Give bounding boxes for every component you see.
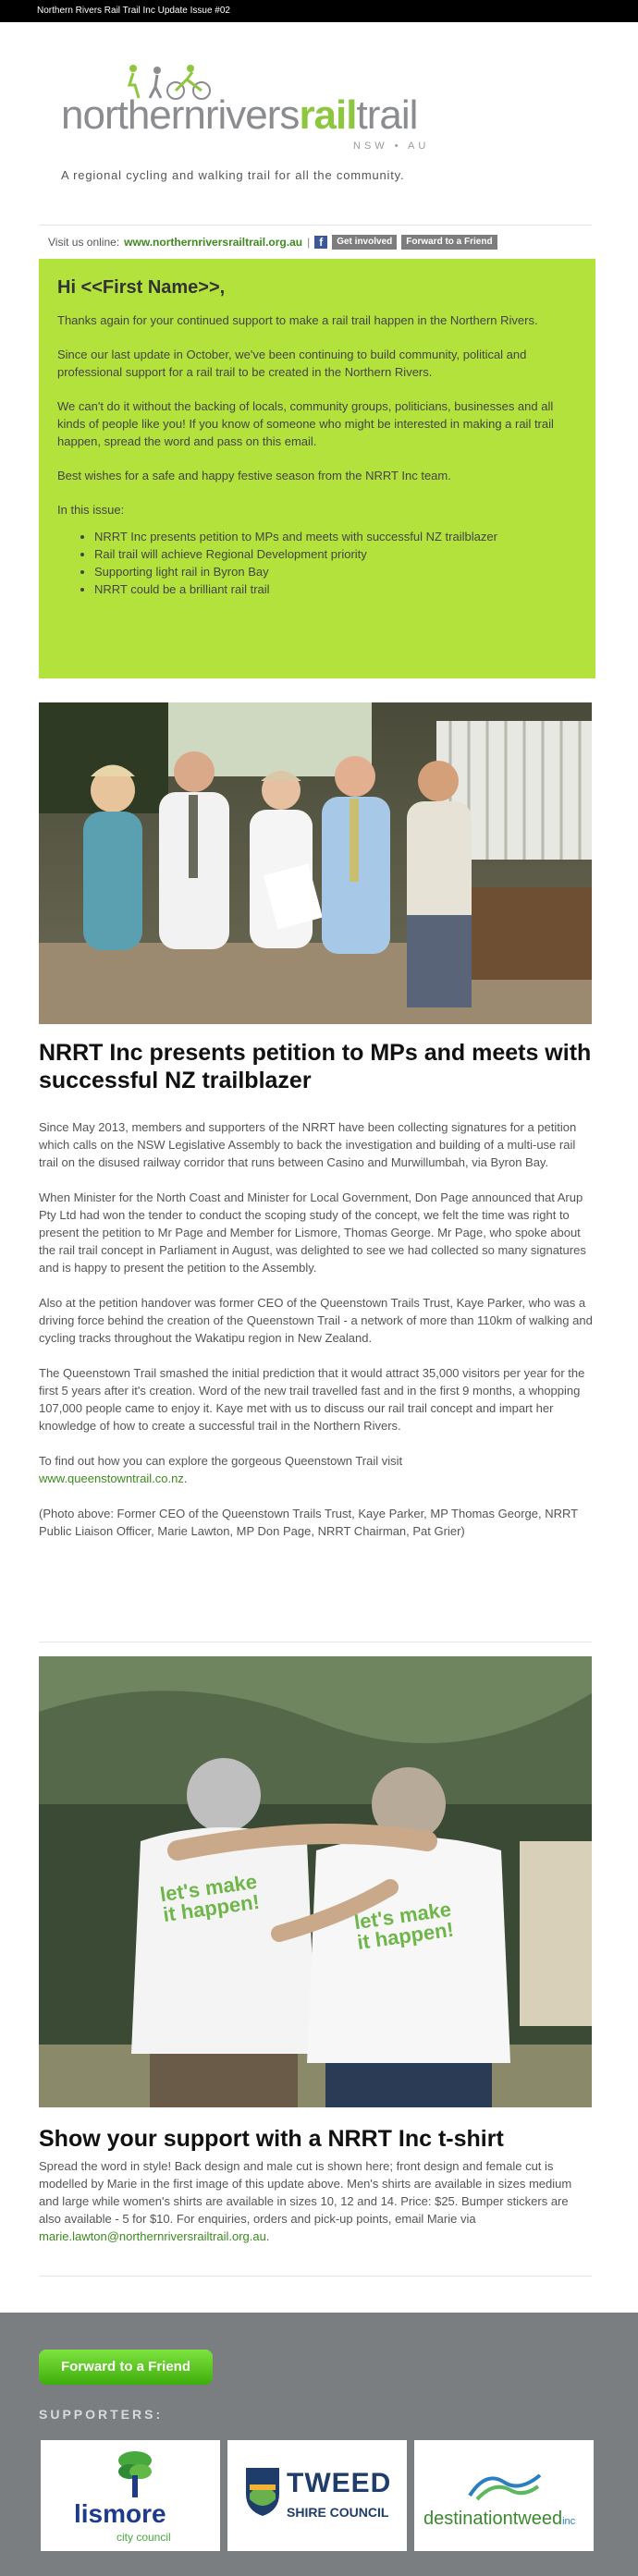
- intro-paragraph: Thanks again for your continued support to make a rail trail happen in the Northern Rivers.: [57, 313, 538, 327]
- issue-item[interactable]: • NRRT Inc presents petition to MPs and meets with successful NZ trailblazer: [94, 528, 577, 545]
- shield-icon: [244, 2466, 281, 2518]
- supporter-sub: SHIRE COUNCIL: [287, 2505, 389, 2520]
- article-paragraph: When Minister for the North Coast and Minister for Local Government, Don Page announced that Arup Pty Ltd had won the tender to conduct the scoping study of the concept, we felt the time was right to present the petition to Mr Page and Member for Lismore, Thomas George. Mr Page, who spoke about the rail trail concept in Parliament in August, was delighted to see we had collected so many signatures and is happy to present the petition to the Assembly.: [39, 1190, 586, 1275]
- top-bar: [0, 0, 638, 22]
- greeting: Hi <<First Name>>,: [57, 277, 226, 298]
- email-link[interactable]: marie.lawton@northernriversrailtrail.org.au: [39, 2229, 266, 2243]
- issue-item[interactable]: • NRRT could be a brilliant rail trail: [94, 580, 577, 598]
- article-body: [39, 1118, 594, 1557]
- visit-bar: [39, 233, 592, 251]
- intro-paragraph: We can't do it without the backing of locals, community groups, politicians, businesses and all kinds of people like you! If you know of someone who might be interested in making a rail trail happen, spread the word and pass on this email.: [57, 399, 554, 448]
- article-title: Show your support with a NRRT Inc t-shirt: [39, 2126, 504, 2152]
- wave-icon: [468, 2468, 542, 2501]
- tshirt-slogan: let's make it happen!: [352, 1897, 456, 1955]
- divider: [39, 225, 592, 226]
- forward-to-friend-button[interactable]: Forward to a Friend: [401, 235, 497, 250]
- get-involved-button[interactable]: Get involved: [332, 235, 397, 250]
- logo-wordmark: northernriversrailtrail: [61, 92, 418, 138]
- queenstown-link[interactable]: www.queenstowntrail.co.nz: [39, 1471, 184, 1485]
- supporter-name: destinationtweedinc: [423, 2509, 576, 2529]
- article-body: Spread the word in style! Back design and male cut is shown here; front design and female cut is modelled by Marie in the first image of this update above. Men's shirts are available in sizes medium and large while women's shirts are available in sizes 10, 12 and 14. Price: $25. Bumper stickers are also available - 5 for $10. For enquiries, orders and pick-up points, email Marie via marie.lawton@northernriversrailtrail.org.au.: [39, 2159, 572, 2243]
- issue-item[interactable]: • Rail trail will achieve Regional Development priority: [94, 545, 577, 563]
- website-link[interactable]: www.northernriversrailtrail.org.au: [124, 236, 303, 249]
- supporter-lismore[interactable]: [41, 2440, 220, 2551]
- petition-photo: [39, 702, 592, 1024]
- supporter-name: lismore: [74, 2499, 166, 2528]
- facebook-icon[interactable]: f: [314, 236, 327, 249]
- tshirt-slogan: let's make it happen!: [158, 1869, 262, 1927]
- article-paragraph: Also at the petition handover was former CEO of the Queenstown Trails Trust, Kaye Parker, who was a driving force behind the creation of the Queenstown Trail - a network of more than 110km of walking and cycling tracks throughout the Wakatipu region in New Zealand.: [39, 1296, 593, 1345]
- issue-item[interactable]: • Supporting light rail in Byron Bay: [94, 563, 577, 580]
- article-title: NRRT Inc presents petition to MPs and meets with successful NZ trailblazer: [39, 1040, 592, 1093]
- forward-to-friend-button[interactable]: Forward to a Friend: [39, 2350, 213, 2385]
- supporter-name: TWEED: [287, 2468, 392, 2498]
- supporter-sub: city council: [117, 2531, 171, 2544]
- tagline: A regional cycling and walking trail for all the community.: [61, 168, 405, 182]
- article-paragraph: The Queenstown Trail smashed the initial prediction that it would attract 35,000 visitors per year for the first 5 years after it's creation. Word of the new trail travelled fast and in the first 9 months, a whopping 107,000 people came to enjoy it. Kaye met with us to discuss our rail trail concept and impart her knowledge of how to create a successful trail in the Northern Rivers.: [39, 1366, 585, 1433]
- visit-label: Visit us online:: [48, 236, 120, 249]
- supporter-tweed[interactable]: [227, 2440, 407, 2551]
- in-this-issue-label: In this issue:: [57, 503, 125, 517]
- issue-title: Northern Rivers Rail Trail Inc Update Issue #02: [37, 6, 230, 16]
- separator: |: [307, 236, 311, 249]
- article-paragraph: To find out how you can explore the gorgeous Queenstown Trail visit www.queenstowntrail.co.nz.: [39, 1454, 403, 1485]
- article-paragraph: Since May 2013, members and supporters of the NRRT have been collecting signatures for a petition which calls on the NSW Legislative Assembly to back the investigation and building of a multi-use rail trail on the disused railway corridor that runs between Casino and Murwillumbah, via Byron Bay.: [39, 1120, 577, 1169]
- tshirt-photo: [39, 1656, 592, 2107]
- divider: [39, 2276, 592, 2277]
- intro-paragraph: Best wishes for a safe and happy festive season from the NRRT Inc team.: [57, 469, 451, 482]
- tree-icon: [117, 2449, 153, 2497]
- intro-box: [39, 259, 595, 678]
- photo-caption: (Photo above: Former CEO of the Queenstown Trails Trust, Kaye Parker, MP Thomas George, NRRT Public Liaison Officer, Marie Lawton, MP Don Page, NRRT Chairman, Pat Grier): [39, 1507, 578, 1538]
- logo-subtitle: NSW • AU: [353, 140, 430, 152]
- intro-paragraph: Since our last update in October, we've been continuing to build community, political and professional support for a rail trail to be created in the Northern Rivers.: [57, 348, 527, 379]
- supporters-label: SUPPORTERS:: [39, 2407, 164, 2422]
- issue-list: [57, 528, 577, 598]
- supporter-destination-tweed[interactable]: [414, 2440, 594, 2551]
